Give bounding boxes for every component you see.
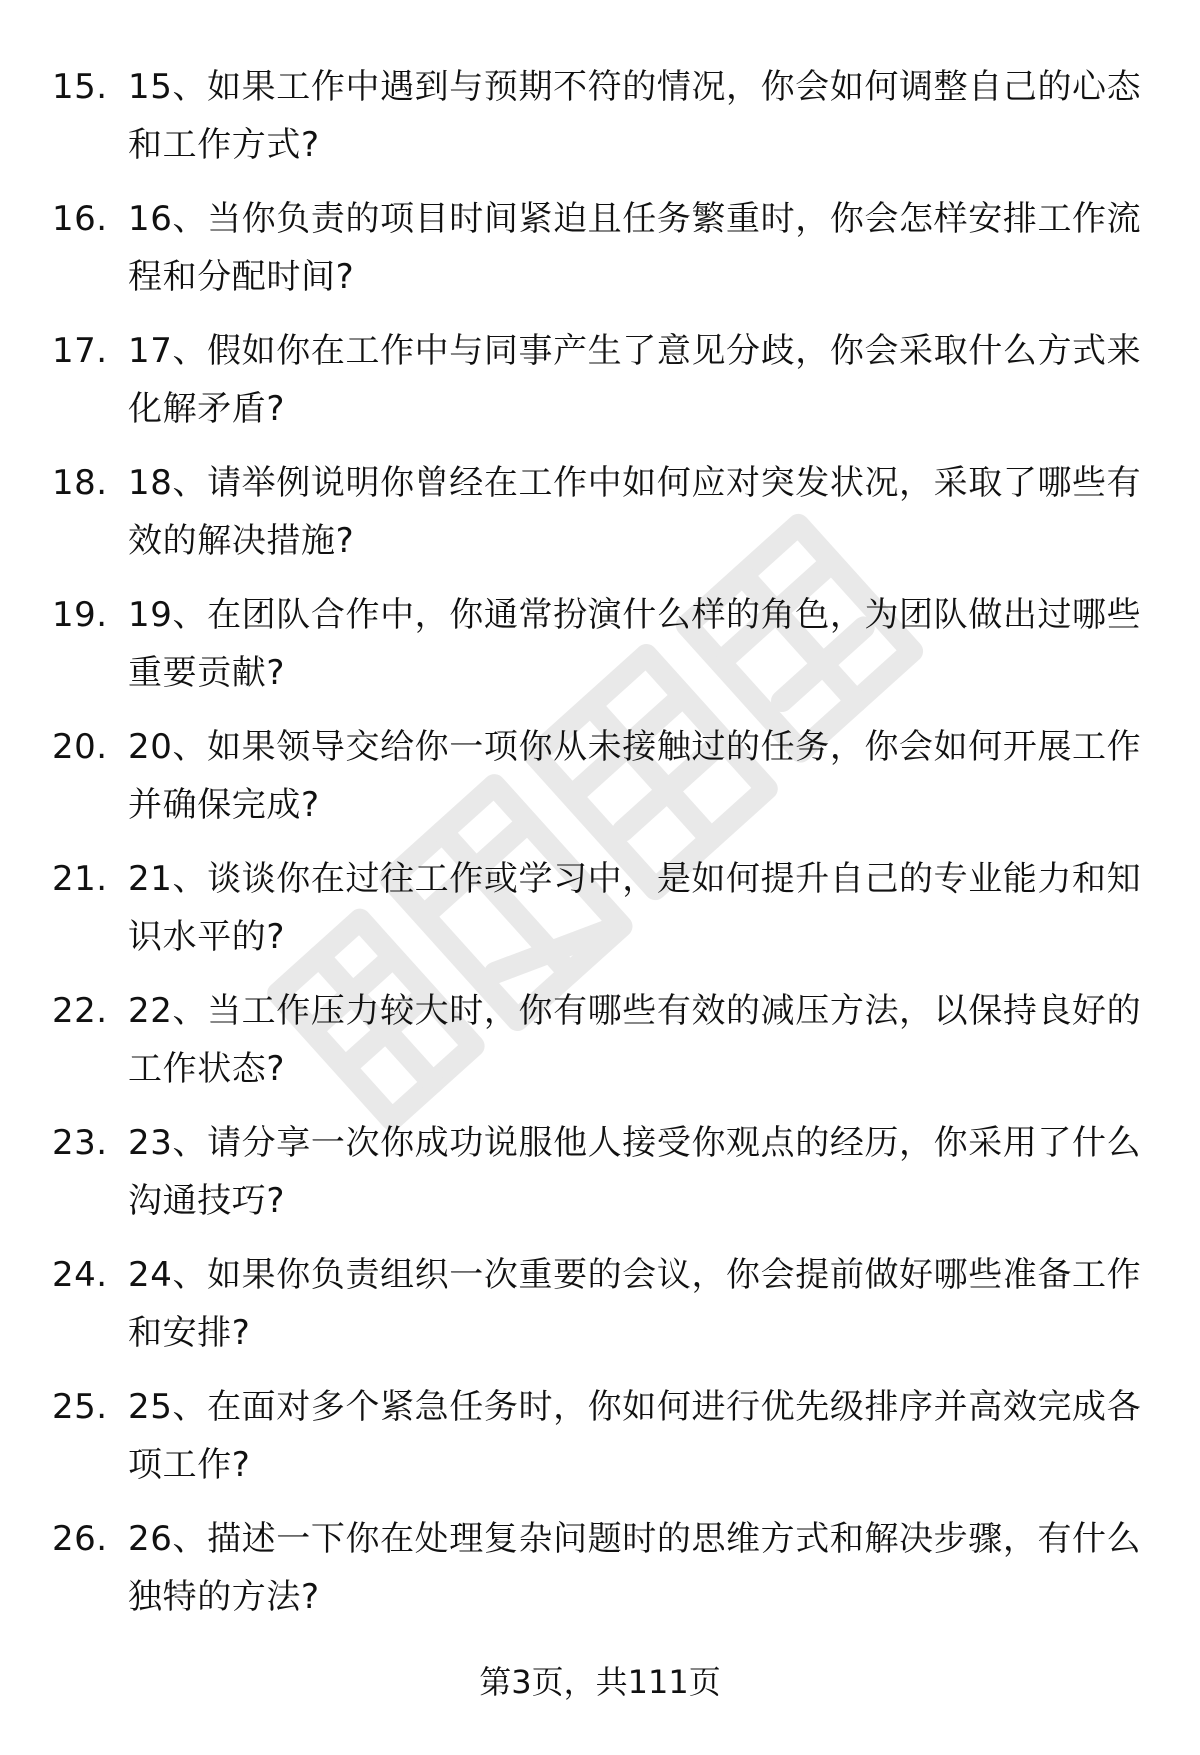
question-item [0, 1238, 1200, 1370]
question-number: 21. [52, 859, 108, 899]
question-text: 19、在团队合作中，你通常扮演什么样的角色，为团队做出过哪些重要贡献? [128, 595, 1142, 693]
question-text: 26、描述一下你在处理复杂问题时的思维方式和解决步骤，有什么独特的方法? [128, 1519, 1142, 1617]
question-text: 21、谈谈你在过往工作或学习中，是如何提升自己的专业能力和知识水平的? [128, 859, 1142, 957]
question-item [0, 1106, 1200, 1238]
question-item [0, 842, 1200, 974]
question-number: 24. [52, 1255, 108, 1295]
question-number: 16. [52, 199, 108, 239]
question-number: 17. [52, 331, 108, 371]
question-item [0, 182, 1200, 314]
question-item [0, 314, 1200, 446]
question-text: 18、请举例说明你曾经在工作中如何应对突发状况，采取了哪些有效的解决措施? [128, 463, 1142, 561]
question-text: 16、当你负责的项目时间紧迫且任务繁重时，你会怎样安排工作流程和分配时间? [128, 199, 1142, 297]
question-item [0, 1370, 1200, 1502]
question-item [0, 1502, 1200, 1634]
question-text: 25、在面对多个紧急任务时，你如何进行优先级排序并高效完成各项工作? [128, 1387, 1142, 1485]
question-text: 22、当工作压力较大时，你有哪些有效的减压方法，以保持良好的工作状态? [128, 991, 1142, 1089]
question-number: 26. [52, 1519, 108, 1559]
question-number: 25. [52, 1387, 108, 1427]
question-text: 15、如果工作中遇到与预期不符的情况，你会如何调整自己的心态和工作方式? [128, 67, 1142, 165]
question-item [0, 974, 1200, 1106]
question-number: 23. [52, 1123, 108, 1163]
question-text: 23、请分享一次你成功说服他人接受你观点的经历，你采用了什么沟通技巧? [128, 1123, 1142, 1221]
question-number: 22. [52, 991, 108, 1031]
question-number: 18. [52, 463, 108, 503]
question-item [0, 710, 1200, 842]
question-item [0, 578, 1200, 710]
question-number: 19. [52, 595, 108, 635]
question-item [0, 50, 1200, 182]
page-number-footer: 第3页，共111页 [479, 1663, 721, 1701]
question-number: 20. [52, 727, 108, 767]
question-list [0, 50, 1200, 1634]
question-number: 15. [52, 67, 108, 107]
question-item [0, 446, 1200, 578]
question-text: 24、如果你负责组织一次重要的会议，你会提前做好哪些准备工作和安排? [128, 1255, 1142, 1353]
question-text: 17、假如你在工作中与同事产生了意见分歧，你会采取什么方式来化解矛盾? [128, 331, 1142, 429]
question-text: 20、如果领导交给你一项你从未接触过的任务，你会如何开展工作并确保完成? [128, 727, 1142, 825]
